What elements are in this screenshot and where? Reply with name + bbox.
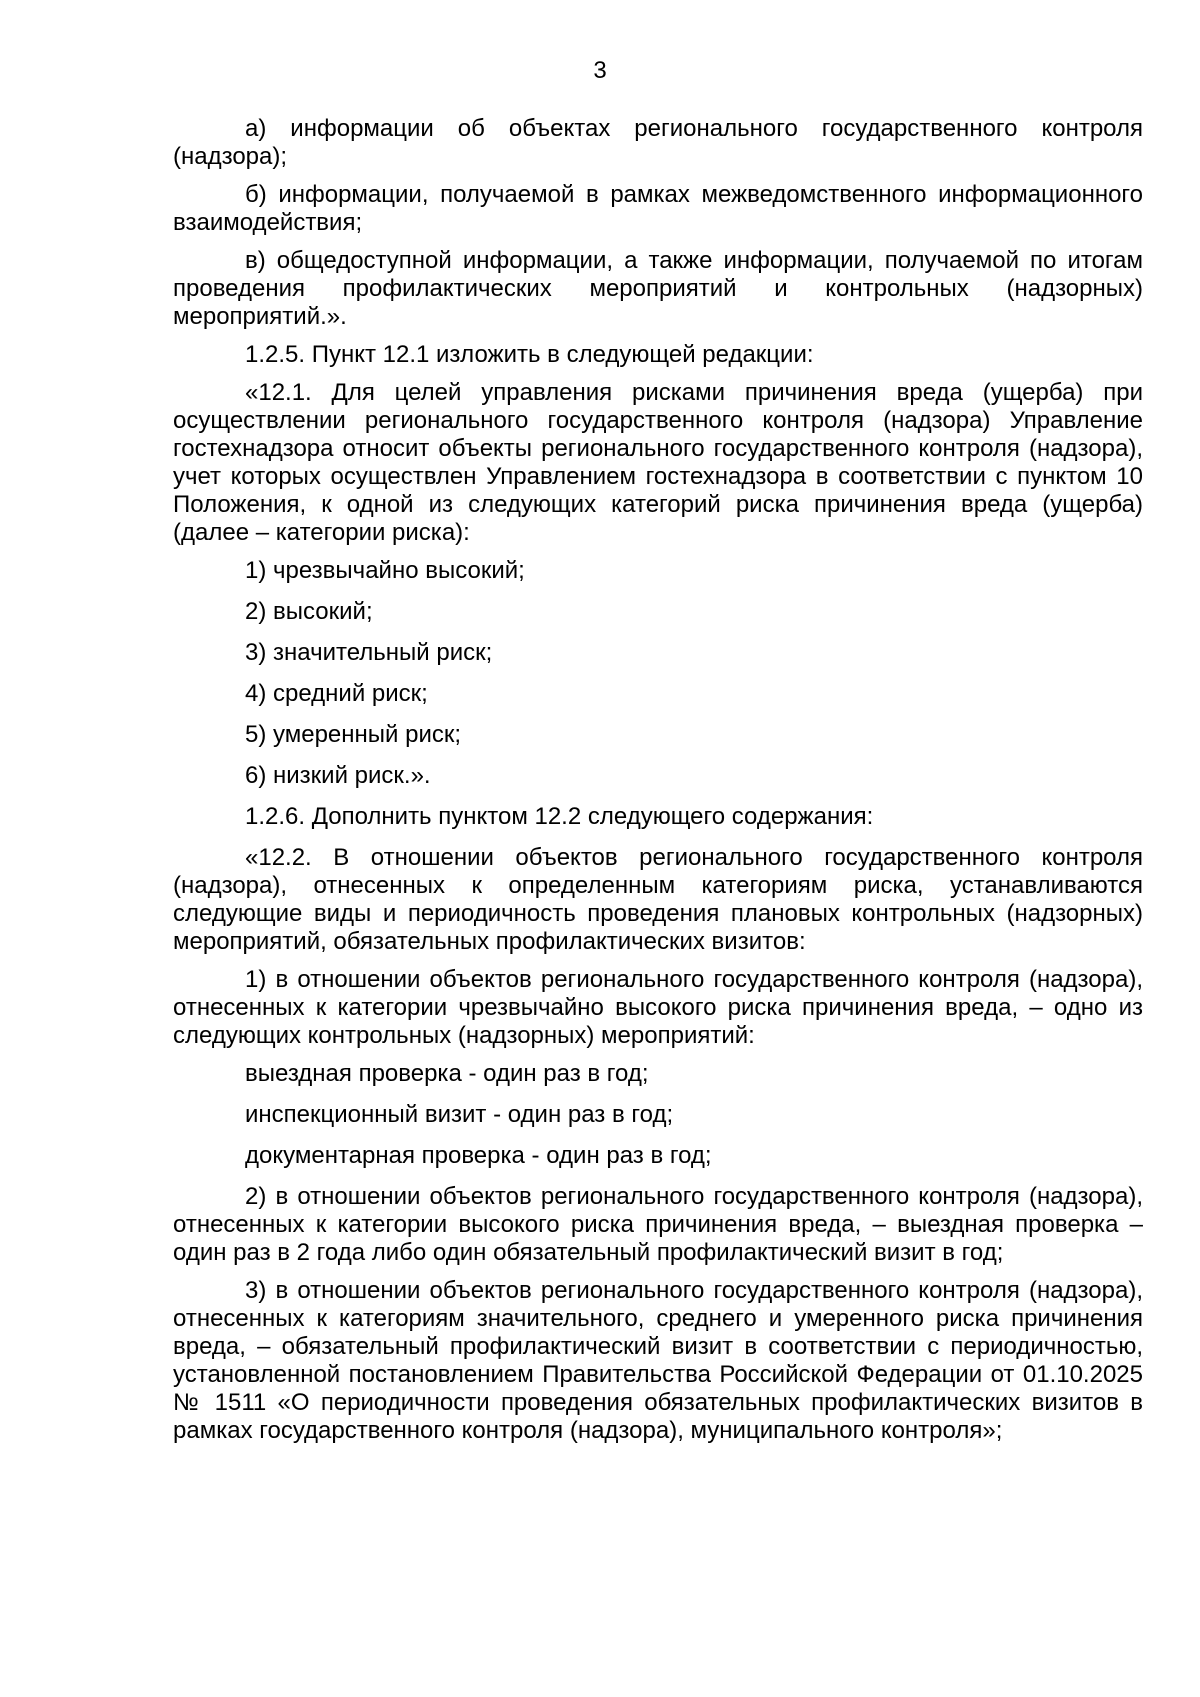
- page-number: 3: [593, 57, 607, 84]
- paragraph-v: в) общедоступной информации, а также информации, получаемой по итогам проведения профилактических мероприятий и контрольных (надзорных) мероприятий.».: [173, 247, 1143, 330]
- list-item-risk-3: 3) значительный риск;: [245, 639, 493, 666]
- paragraph-12-2-item-2: 2) в отношении объектов регионального государственного контроля (надзора), отнесенных к категории высокого риска причинения вреда, – выездная проверка – один раз в 2 года либо один обязательный профилактический визит в год;: [173, 1183, 1143, 1266]
- paragraph-b: б) информации, получаемой в рамках межведомственного информационного взаимодействия;: [173, 181, 1143, 236]
- list-item-field-inspection: выездная проверка - один раз в год;: [245, 1060, 649, 1087]
- list-item-risk-2: 2) высокий;: [245, 598, 373, 625]
- list-item-documentary-inspection: документарная проверка - один раз в год;: [245, 1142, 712, 1169]
- paragraph-12-2: «12.2. В отношении объектов регионального государственного контроля (надзора), отнесенных к определенным категориям риска, устанавливаются следующие виды и периодичность проведения плановых контрольных (надзорных) мероприятий, обязательных профилактических визитов:: [173, 844, 1143, 955]
- paragraph-1-2-5: 1.2.5. Пункт 12.1 изложить в следующей редакции:: [245, 341, 814, 368]
- paragraph-12-2-item-3: 3) в отношении объектов регионального государственного контроля (надзора), отнесенных к категориям значительного, среднего и умеренного риска причинения вреда, – обязательный профилактический визит в соответствии с периодичностью, установленной постановлением Правительства Российской Федерации от 01.10.2025 № 1511 «О периодичности проведения обязательных профилактических визитов в рамках государственного контроля (надзора), муниципального контроля»;: [173, 1277, 1143, 1444]
- paragraph-12-2-item-1: 1) в отношении объектов регионального государственного контроля (надзора), отнесенных к категории чрезвычайно высокого риска причинения вреда, – одно из следующих контрольных (надзорных) мероприятий:: [173, 966, 1143, 1049]
- paragraph-1-2-6: 1.2.6. Дополнить пунктом 12.2 следующего содержания:: [245, 803, 874, 830]
- list-item-risk-4: 4) средний риск;: [245, 680, 428, 707]
- paragraph-12-1: «12.1. Для целей управления рисками причинения вреда (ущерба) при осуществлении регионального государственного контроля (надзора) Управление гостехнадзора относит объекты регионального государственного контроля (надзора), учет которых осуществлен Управлением гостехнадзора в соответствии с пунктом 10 Положения, к одной из следующих категорий риска причинения вреда (ущерба) (далее – категории риска):: [173, 379, 1143, 546]
- list-item-risk-5: 5) умеренный риск;: [245, 721, 462, 748]
- list-item-inspection-visit: инспекционный визит - один раз в год;: [245, 1101, 674, 1128]
- list-item-risk-6: 6) низкий риск.».: [245, 762, 431, 789]
- list-item-risk-1: 1) чрезвычайно высокий;: [245, 557, 525, 584]
- paragraph-a: а) информации об объектах регионального государственного контроля (надзора);: [173, 115, 1143, 170]
- document-body: [173, 115, 1143, 1455]
